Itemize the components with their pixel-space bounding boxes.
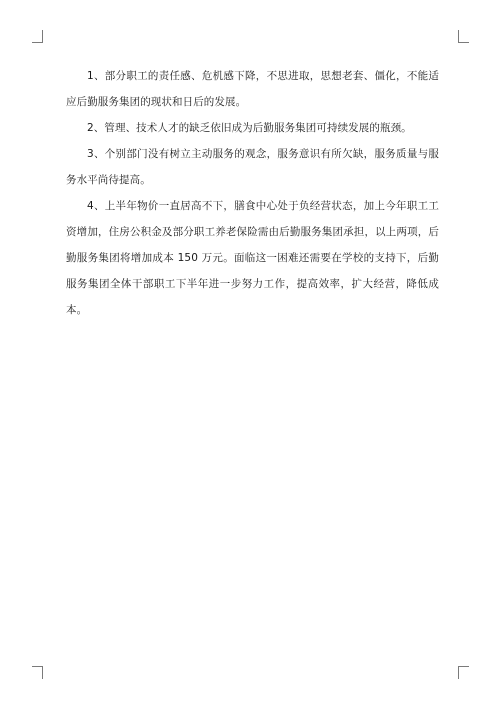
paragraph-3: 3、个别部门没有树立主动服务的观念，服务意识有所欠缺，服务质量与服务水平尚待提高。 [66,148,439,186]
crop-mark-top-left [32,30,43,43]
paragraph-4: 4、上半年物价一直居高不下，膳食中心处于负经营状态，加上今年职工工资增加，住房公积金及部分职工养老保险需由后勤服务集团承担，以上两项，后勤服务集团将增加成本 150 万元。面临这一困难还需要在学校的支持下，后勤服务集团全体干部职工下半年进一步努力工作，提高效率，扩大经营，降低成本。 [66,200,439,316]
paragraph-1: 1、部分职工的责任感、危机感下降，不思进取，思想老套、僵化，不能适应后勤服务集团的现状和日后的发展。 [66,70,439,108]
paragraph-2: 2、管理、技术人才的缺乏依旧成为后勤服务集团可持续发展的瓶颈。 [87,122,412,134]
crop-mark-bottom-right [458,666,469,679]
crop-mark-bottom-left [32,666,43,679]
crop-mark-top-right [458,30,469,43]
document-body [66,63,439,323]
